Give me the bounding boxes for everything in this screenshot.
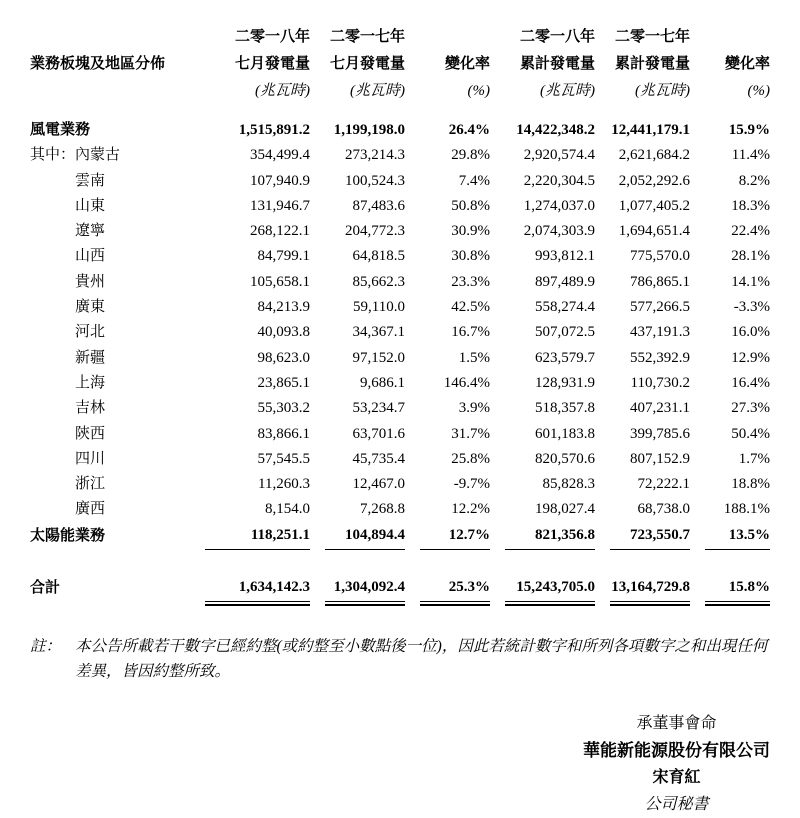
table-row-total: 合計 1,634,142.3 1,304,092.4 25.3% 15,243,705.0 13,164,729.8 15.8% [30, 575, 770, 602]
header-label: 業務板塊及地區分佈 [30, 56, 166, 72]
among-which-prefix: 其中： [30, 147, 76, 164]
table-row-province: 遼寧 268,122.1 204,772.3 30.9% 2,074,303.9 1,694,651.4 22.4% [75, 223, 770, 240]
by-order-of-board: 承董事會命 [636, 715, 717, 733]
header-2017-july: 二零一七年 七月發電量 (兆瓦時) [329, 29, 405, 99]
header-2017-cumulative: 二零一七年 累計發電量 (兆瓦時) [614, 29, 690, 99]
table-row-province: 廣西 8,154.0 7,268.8 12.2% 198,027.4 68,738.0 188.1% [75, 501, 770, 518]
table-row-province: 上海 23,865.1 9,686.1 146.4% 128,931.9 110,730.2 16.4% [75, 374, 770, 391]
table-row-province: 廣東 84,213.9 59,110.0 42.5% 558,274.4 577,266.5 -3.3% [75, 299, 770, 316]
header-change-rate-2: 變化率 (%) [724, 56, 770, 99]
signature-block [30, 710, 770, 818]
table-row-province: 新疆 98,623.0 97,152.0 1.5% 623,579.7 552,392.9 12.9% [75, 349, 770, 366]
rounding-note [30, 634, 770, 684]
header-segment-region [30, 24, 190, 105]
company-name: 華能新能源股份有限公司 [583, 741, 770, 761]
table-row-province: 河北 40,093.8 34,367.1 16.7% 507,072.5 437,191.3 16.0% [75, 324, 770, 341]
table-row-solar-segment: 太陽能業務 118,251.1 104,894.4 12.7% 821,356.8 723,550.7 13.5% [30, 523, 770, 550]
table-row-province: 山西 84,799.1 64,818.5 30.8% 993,812.1 775,570.0 28.1% [75, 248, 770, 265]
table-row-province: 浙江 11,260.3 12,467.0 -9.7% 85,828.3 72,222.1 18.8% [75, 476, 770, 493]
table-row-province: 四川 57,545.5 45,735.4 25.8% 820,570.6 807,152.9 1.7% [75, 450, 770, 467]
header-2018-july: 二零一八年 七月發電量 (兆瓦時) [234, 29, 310, 99]
spacer-row [30, 550, 770, 575]
table-row-province: 雲南 107,940.9 100,524.3 7.4% 2,220,304.5 2,052,292.6 8.2% [75, 172, 770, 189]
table-row-province: 陝西 83,866.1 63,701.6 31.7% 601,183.8 399,785.6 50.4% [75, 425, 770, 442]
secretary-title: 公司秘書 [644, 796, 709, 814]
header-2018-cumulative: 二零一八年 累計發電量 (兆瓦時) [519, 29, 595, 99]
table-row-wind-segment: 風電業務 1,515,891.2 1,199,198.0 26.4% 14,422,348.2 12,441,179.1 15.9% [30, 122, 770, 138]
generation-table [30, 24, 770, 602]
table-row-province: 吉林 55,303.2 53,234.7 3.9% 518,357.8 407,231.1 27.3% [75, 400, 770, 417]
table-row-province: 其中：內蒙古 354,499.4 273,214.3 29.8% 2,920,574.4 2,621,684.2 11.4% [30, 143, 770, 168]
note-label: 註： [30, 638, 62, 656]
secretary-name: 宋育紅 [652, 769, 701, 787]
table-row-province: 貴州 105,658.1 85,662.3 23.3% 897,489.9 786,865.1 14.1% [75, 273, 770, 290]
table-header-row [30, 24, 770, 105]
note-text: 本公告所載若干數字已經約整(或約整至小數點後一位)，因此若統計數字和所列各項數字之和出現任何差異，皆因約整所致。 [75, 638, 768, 681]
spacer-row [30, 105, 770, 118]
table-row-province: 山東 131,946.7 87,483.6 50.8% 1,274,037.0 1,077,405.2 18.3% [75, 197, 770, 214]
header-change-rate-1: 變化率 (%) [444, 56, 490, 99]
